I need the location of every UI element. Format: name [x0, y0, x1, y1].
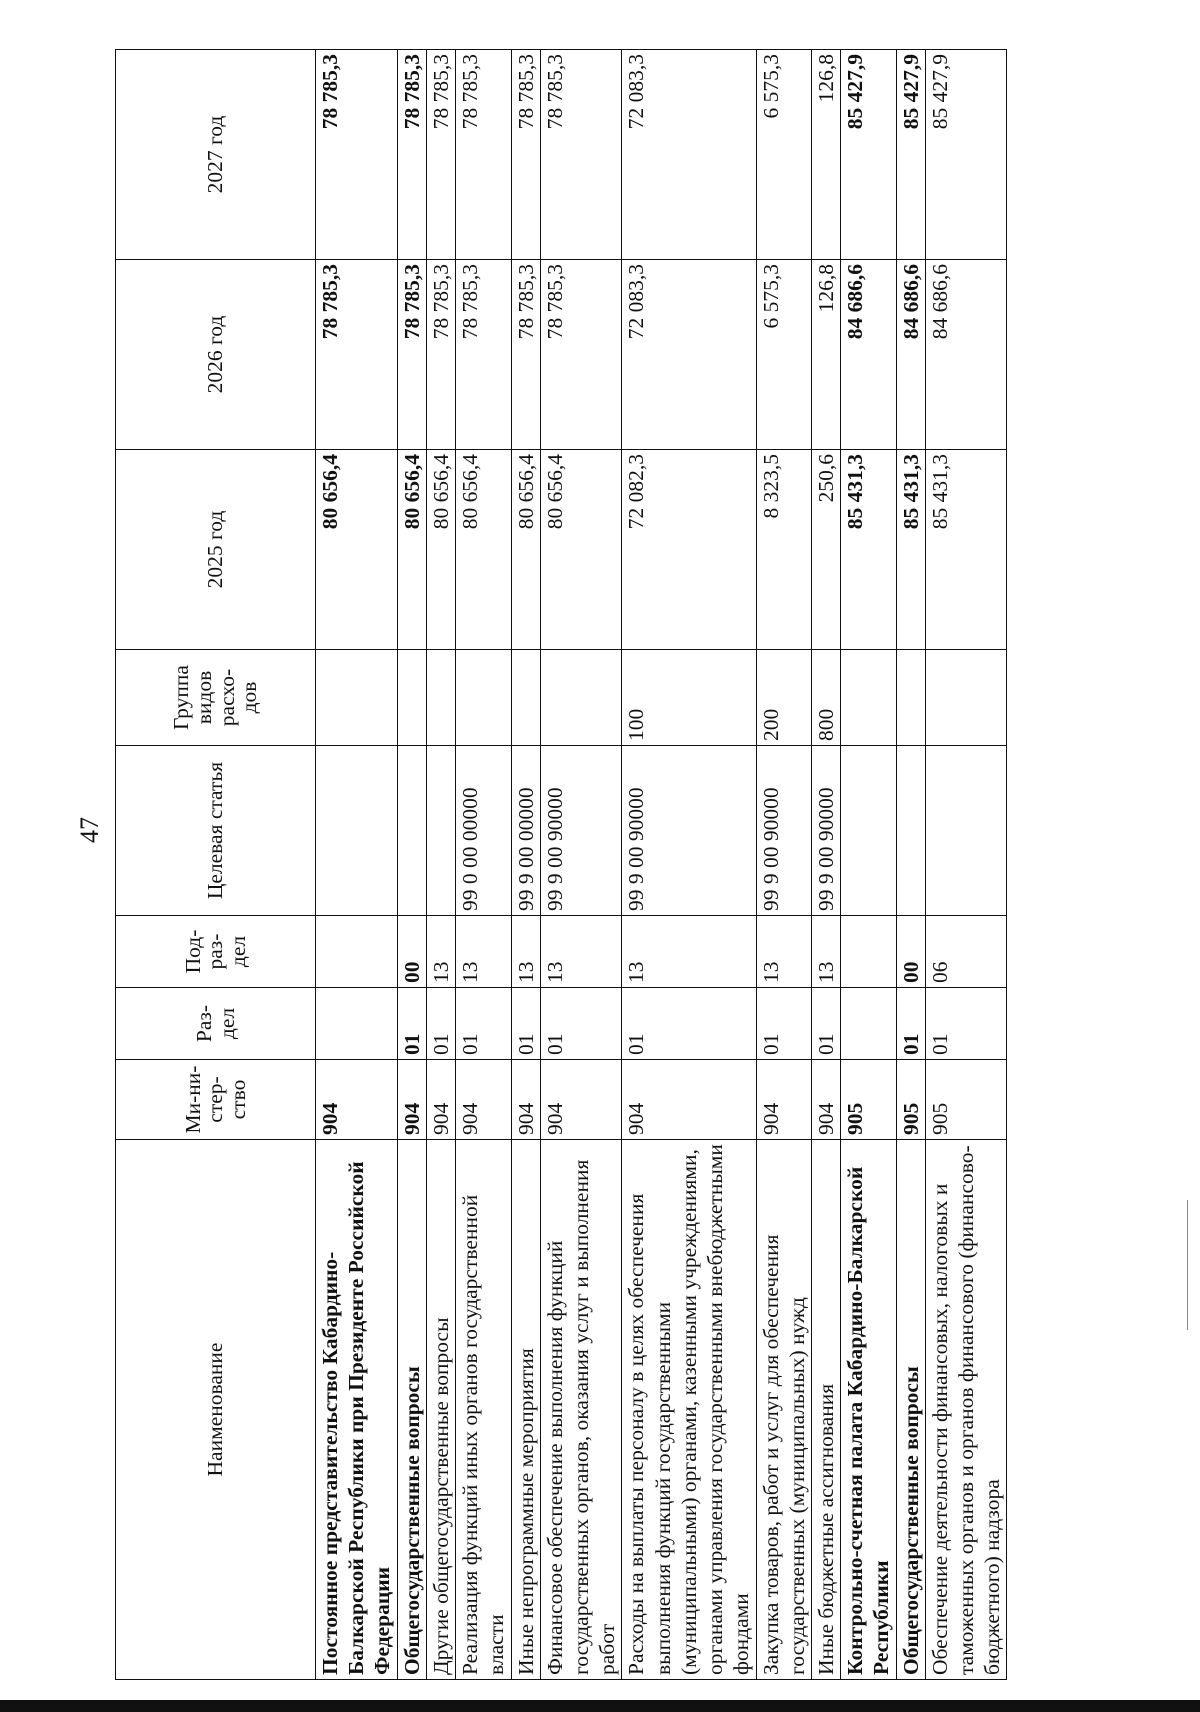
cell-group [540, 650, 622, 746]
cell-ministry: 904 [811, 1060, 840, 1140]
cell-y2027: 78 785,3 [426, 50, 455, 260]
cell-ministry: 905 [896, 1060, 925, 1140]
cell-group [397, 650, 426, 746]
cell-subsection: 00 [896, 916, 925, 988]
table-row [397, 50, 426, 1680]
table-header-row [116, 50, 316, 1680]
cell-group [316, 650, 398, 746]
scan-artifact-line [1187, 1200, 1188, 1330]
cell-subsection: 00 [397, 916, 426, 988]
cell-y2026: 84 686,6 [841, 260, 896, 450]
cell-name: Общегосударственные вопросы [397, 1140, 426, 1680]
cell-section: 01 [896, 988, 925, 1060]
table-row [426, 50, 455, 1680]
page-number: 47 [75, 817, 104, 843]
cell-y2026: 78 785,3 [426, 260, 455, 450]
cell-y2025: 80 656,4 [397, 450, 426, 650]
cell-name: Другие общегосударственные вопросы [426, 1140, 455, 1680]
cell-target: 99 9 00 90000 [622, 746, 756, 916]
rotated-table-container [115, 50, 1035, 1680]
cell-y2025: 80 656,4 [540, 450, 622, 650]
table-row [316, 50, 398, 1680]
cell-subsection: 13 [540, 916, 622, 988]
cell-ministry: 905 [925, 1060, 1007, 1140]
cell-y2026: 78 785,3 [540, 260, 622, 450]
cell-name: Реализация функций иных органов государственной власти [456, 1140, 511, 1680]
cell-y2027: 6 575,3 [756, 50, 811, 260]
cell-y2027: 78 785,3 [316, 50, 398, 260]
table-row [622, 50, 756, 1680]
cell-y2027: 85 427,9 [896, 50, 925, 260]
cell-y2025: 8 323,5 [756, 450, 811, 650]
cell-target: 99 9 00 90000 [811, 746, 840, 916]
cell-name: Закупка товаров, работ и услуг для обеспечения государственных (муниципальных) нужд [756, 1140, 811, 1680]
cell-y2026: 6 575,3 [756, 260, 811, 450]
cell-ministry: 904 [456, 1060, 511, 1140]
cell-group [456, 650, 511, 746]
cell-target [426, 746, 455, 916]
cell-target [896, 746, 925, 916]
cell-section: 01 [756, 988, 811, 1060]
cell-name: Иные непрограммные мероприятия [511, 1140, 540, 1680]
cell-y2027: 85 427,9 [841, 50, 896, 260]
cell-subsection: 13 [622, 916, 756, 988]
cell-section: 01 [811, 988, 840, 1060]
cell-y2025: 80 656,4 [316, 450, 398, 650]
table-row [811, 50, 840, 1680]
cell-ministry: 904 [511, 1060, 540, 1140]
table-row [896, 50, 925, 1680]
cell-subsection: 06 [925, 916, 1007, 988]
header-2026: 2026 год [116, 260, 316, 450]
header-section: Раз-дел [116, 988, 316, 1060]
cell-section: 01 [925, 988, 1007, 1060]
cell-name: Постоянное представительство Кабардино-Балкарской Республики при Президенте Российской Федерации [316, 1140, 398, 1680]
header-subsection: Под-раз-дел [116, 916, 316, 988]
cell-target [316, 746, 398, 916]
cell-y2025: 80 656,4 [511, 450, 540, 650]
cell-subsection: 13 [426, 916, 455, 988]
cell-name: Обеспечение деятельности финансовых, налоговых и таможенных органов и органов финансового (финансово-бюджетного) надзора [925, 1140, 1007, 1680]
cell-section: 01 [540, 988, 622, 1060]
header-2025: 2025 год [116, 450, 316, 650]
table-row [756, 50, 811, 1680]
cell-y2027: 72 083,3 [622, 50, 756, 260]
header-name: Наименование [116, 1140, 316, 1680]
header-expense-group: Группа видов расхо-дов [116, 650, 316, 746]
cell-target [925, 746, 1007, 916]
cell-y2026: 78 785,3 [397, 260, 426, 450]
cell-ministry: 904 [397, 1060, 426, 1140]
cell-subsection: 13 [456, 916, 511, 988]
cell-ministry: 904 [756, 1060, 811, 1140]
cell-subsection [316, 916, 398, 988]
cell-section: 01 [397, 988, 426, 1060]
cell-y2025: 85 431,3 [896, 450, 925, 650]
cell-name: Финансовое обеспечение выполнения функций государственных органов, оказания услуг и выполнения работ [540, 1140, 622, 1680]
cell-name: Расходы на выплаты персоналу в целях обеспечения выполнения функций государственными (муниципальными) органами, казенными учреждениями, органами управления государственными внебюджетными фондами [622, 1140, 756, 1680]
cell-target: 99 9 00 90000 [540, 746, 622, 916]
cell-group: 800 [811, 650, 840, 746]
header-target-item: Целевая статья [116, 746, 316, 916]
cell-y2025: 72 082,3 [622, 450, 756, 650]
cell-y2025: 250,6 [811, 450, 840, 650]
cell-name: Общегосударственные вопросы [896, 1140, 925, 1680]
table-row [456, 50, 511, 1680]
cell-y2026: 78 785,3 [511, 260, 540, 450]
cell-y2025: 80 656,4 [456, 450, 511, 650]
cell-y2025: 85 431,3 [925, 450, 1007, 650]
cell-y2027: 78 785,3 [511, 50, 540, 260]
header-ministry: Ми-ни-стер-ство [116, 1060, 316, 1140]
table-row [841, 50, 896, 1680]
cell-section: 01 [426, 988, 455, 1060]
cell-y2027: 78 785,3 [540, 50, 622, 260]
scan-artifact-bar [0, 1700, 1200, 1712]
cell-group: 200 [756, 650, 811, 746]
cell-ministry: 904 [316, 1060, 398, 1140]
cell-subsection [841, 916, 896, 988]
table-row [925, 50, 1007, 1680]
cell-target: 99 9 00 00000 [511, 746, 540, 916]
header-2027: 2027 год [116, 50, 316, 260]
cell-y2026: 72 083,3 [622, 260, 756, 450]
cell-group [511, 650, 540, 746]
cell-ministry: 904 [540, 1060, 622, 1140]
cell-ministry: 904 [426, 1060, 455, 1140]
cell-group [896, 650, 925, 746]
cell-subsection: 13 [756, 916, 811, 988]
cell-y2026: 126,8 [811, 260, 840, 450]
cell-target: 99 0 00 00000 [456, 746, 511, 916]
cell-section [316, 988, 398, 1060]
cell-ministry: 905 [841, 1060, 896, 1140]
cell-group [841, 650, 896, 746]
cell-group [426, 650, 455, 746]
cell-group: 100 [622, 650, 756, 746]
cell-y2027: 85 427,9 [925, 50, 1007, 260]
cell-ministry: 904 [622, 1060, 756, 1140]
cell-target [841, 746, 896, 916]
cell-section: 01 [511, 988, 540, 1060]
cell-target: 99 9 00 90000 [756, 746, 811, 916]
cell-section: 01 [456, 988, 511, 1060]
table-row [540, 50, 622, 1680]
cell-y2026: 78 785,3 [316, 260, 398, 450]
cell-y2027: 126,8 [811, 50, 840, 260]
cell-y2027: 78 785,3 [397, 50, 426, 260]
cell-name: Контрольно-счетная палата Кабардино-Балкарской Республики [841, 1140, 896, 1680]
budget-table [115, 49, 1007, 1680]
table-row [511, 50, 540, 1680]
cell-y2025: 80 656,4 [426, 450, 455, 650]
cell-section: 01 [622, 988, 756, 1060]
cell-name: Иные бюджетные ассигнования [811, 1140, 840, 1680]
cell-y2026: 84 686,6 [896, 260, 925, 450]
cell-section [841, 988, 896, 1060]
cell-subsection: 13 [511, 916, 540, 988]
cell-y2026: 78 785,3 [456, 260, 511, 450]
cell-subsection: 13 [811, 916, 840, 988]
cell-target [397, 746, 426, 916]
cell-y2027: 78 785,3 [456, 50, 511, 260]
cell-y2026: 84 686,6 [925, 260, 1007, 450]
cell-group [925, 650, 1007, 746]
cell-y2025: 85 431,3 [841, 450, 896, 650]
table-body [316, 50, 1007, 1680]
